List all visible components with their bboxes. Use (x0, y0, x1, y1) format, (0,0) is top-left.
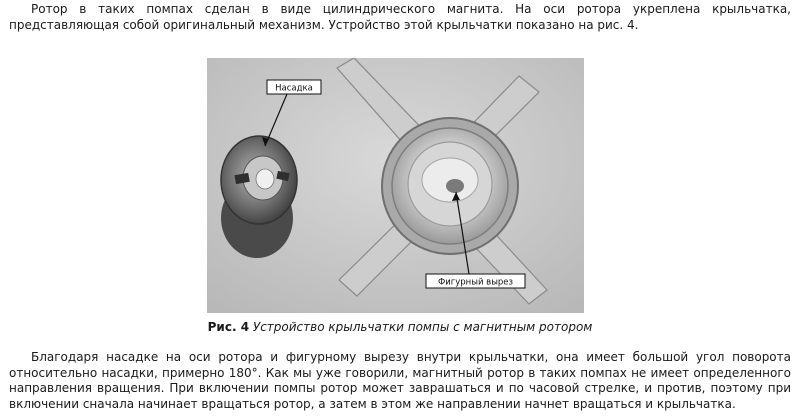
intro-text: Ротор в таких помпах сделан в виде цилиндрического магнита. На оси ротора укреплена крыльчатка, представляющая собой оригинальный механизм. Устройство этой крыльчатки показано на рис. 4. (9, 2, 791, 32)
figure-caption-text: Устройство крыльчатки помпы с магнитным ротором (252, 320, 593, 334)
body-text: Благодаря насадке на оси ротора и фигурному вырезу внутри крыльчатки, она имеет большой угол поворота относительно насадки, примерно 180°. Как мы уже говорили, магнитный ротор в таких помпах не имеет определенного направления вращения. При включении помпы ротор может заврашаться и по часовой стрелке, и против, поэтому при включении сначала начинает вращаться ротор, а затем в этом же направлении начнет вращаться и крыльчатка. (9, 350, 791, 411)
body-paragraph (9, 350, 791, 412)
intro-paragraph (9, 2, 791, 33)
cutout-label: Фигурный вырез (437, 277, 514, 288)
impeller-photo (207, 58, 584, 313)
nozzle-label: Насадка (275, 83, 313, 94)
shaped-cutout (446, 179, 464, 193)
figure-caption (0, 320, 800, 334)
figure-photo (207, 58, 584, 313)
figure-number: Рис. 4 (207, 320, 250, 334)
nozzle-part (221, 136, 297, 258)
impeller-hub (382, 118, 518, 254)
